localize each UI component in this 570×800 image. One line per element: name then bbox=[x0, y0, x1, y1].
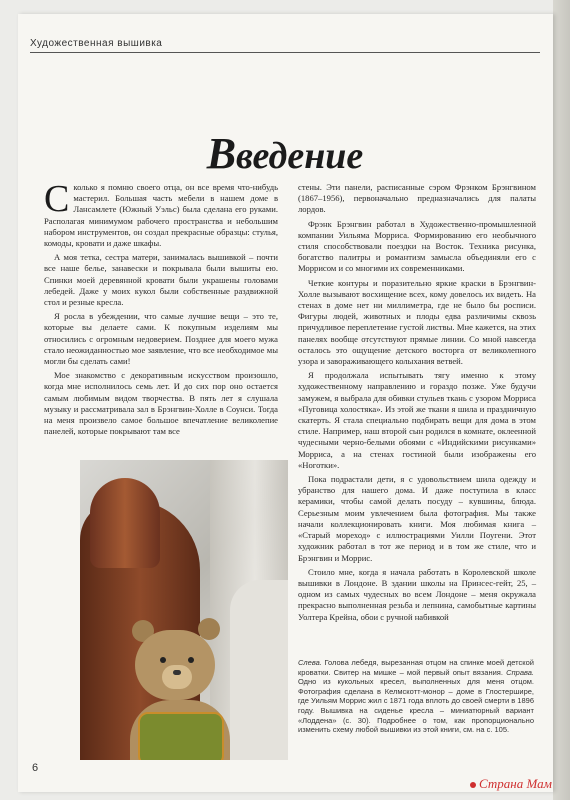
caption-text: Голова лебедя, вырезанная отцом на спинке моей детской кроватки. Свитер на мишке – мой первый опыт вязания. bbox=[298, 658, 534, 677]
drapery bbox=[230, 580, 288, 760]
paragraph: Мое знакомство с декоративным искусством произошло, когда мне исполнилось семь лет. И до сих пор оно остается самым любимым видом творчества. В пять лет я слушала музыку и рассматривала зал в Брэнгвин-Холле в Соунси. Тогда на меня произвело самое большое впечатление великолепие панелей, которые покрывают там все bbox=[44, 370, 278, 437]
paragraph: А моя тетка, сестра матери, занималась вышивкой – почти все наше белье, занавески и покрывала были вышиты ею. Спинки моей деревянной кровати были украшены головами лебедей. Даже у моих кукол были собственные раздвижной стол и резные кресла. bbox=[44, 252, 278, 308]
running-head: Художественная вышивка bbox=[30, 38, 163, 49]
watermark-dot-icon bbox=[470, 782, 476, 788]
page-number: 6 bbox=[32, 762, 39, 774]
paragraph: Я продолжала испытывать тягу именно к этому художественному направлению и гораздо позже. Уже будучи замужем, я выбрала для обивки стульев ткань с узором Морриса «Пуговица холостяка». Из этой же ткани я шила и праздничную скатерть. Я стала специально подбирать вещи для дома в этом стиле. Например, наш второй сын родился в комнате, оклеенной чудесными черно-белыми обоями с «Индийскими рисунками» Морриса, а на стенах гостиной были изображены его «Ноготки». bbox=[298, 370, 536, 470]
bear-muzzle bbox=[162, 665, 192, 689]
header-rule bbox=[30, 52, 540, 53]
title-rest: ведение bbox=[236, 135, 364, 177]
text-column-left bbox=[44, 178, 278, 440]
bear-eye bbox=[160, 657, 166, 663]
bear-eye bbox=[188, 657, 194, 663]
photo-teddy-bear-swan-bed bbox=[80, 460, 288, 760]
paragraph-text: колько я помню своего отца, он все время что-нибудь мастерил. Большая часть мебели в нашем доме в Лансамлете (Южный Уэльс) была сделана его руками. Располагая минимумом рабочего пространства и небольшим набором инструментов, он создал прекрасные образцы: стулья, комоды, кровати и даже шкафы. bbox=[44, 182, 278, 249]
swan-head-carving bbox=[90, 478, 160, 568]
site-watermark bbox=[470, 776, 552, 792]
photo-caption bbox=[298, 658, 534, 735]
text-column-right bbox=[298, 182, 536, 626]
knitted-sweater bbox=[138, 712, 224, 760]
paragraph: Фрэнк Брэнгвин работал в Художественно-промышленной компании Уильяма Морриса. Формированию его необычного стиля способствовали поездки на Восток. Техника рисунка, богатство палитры и романтизм замысла объединяли его с Моррисом и со многими их современниками. bbox=[298, 218, 536, 274]
caption-text: Одно из кукольных кресел, выполненных для меня отцом. Фотография сделана в Келмскотт-монор – доме в Глостершире, где Уильям Моррис жил с 1871 года вплоть до своей смерти в 1896 году. Вышивка на сиденье кресла – миниатюрный вариант «Лоддена» (с. 30). Подробнее о том, как пропорционально изменить схему любой вышивки из этой книги, см. на с. 105. bbox=[298, 677, 534, 735]
title-initial: В bbox=[206, 129, 237, 178]
paragraph: Пока подрастали дети, я с удовольствием шила одежду и убранство для нашего дома. И даже поступила в класс керамики, чтобы самой делать посуду – кувшины, блюда. Серьезным моим увлечением была фотография. Мы также начали коллекционировать книги. Моя любимая книга – «Старый мореход» с иллюстрациями Уилли Поугени. Этот художник работал в тот же период и в том же стиле, что и Брэнгвин и Моррис. bbox=[298, 474, 536, 563]
paragraph: стены. Эти панели, расписанные сэром Фрэнком Брэнгвином (1867–1956), первоначально предназначались для палаты лордов. bbox=[298, 182, 536, 215]
bear-nose bbox=[173, 670, 181, 675]
drop-cap: С bbox=[44, 178, 70, 220]
caption-label-right: Справа. bbox=[502, 667, 534, 677]
paragraph: Я росла в убеждении, что самые лучшие вещи – это те, которые вы делаете сами. К покупным изделиям мы относились с огромным недоверием. Позднее для моего мужа стало неожиданностью мое заявление, что все необходимое мы могли бы сделать сами! bbox=[44, 311, 278, 367]
paragraph: Стоило мне, когда я начала работать в Королевской школе вышивки в Лондоне. В здании школы на Принсес-гейт, 25, – одном из самых чудесных во всем Лондоне – меня окружала прекрасно выполненная резьба и лепнина, самобытные картины Уолтера Крейна, обои с ручной набивкой bbox=[298, 566, 536, 622]
paragraph: Четкие контуры и поразительно яркие краски в Брэнгвин-Холле вызывают восхищение всех, кому довелось их видеть. На стенах в доме нет ни миллиметра, где не было бы росписи. Фигуры людей, животных и плоды едва различимы сквозь причудливое переплетение густой листвы. Мне кажется, на этих панелях вообще отсутствуют прямые линии. Со мной навсегда осталось это ощущение детского восторга от великолепного узора и завораживающего колыхания ветвей. bbox=[298, 277, 536, 367]
page-title bbox=[0, 128, 570, 179]
watermark-text: Страна Мам bbox=[479, 776, 552, 791]
caption-label-left: Слева. bbox=[298, 658, 322, 667]
paragraph bbox=[44, 178, 278, 249]
adjacent-page-edge bbox=[553, 0, 570, 800]
